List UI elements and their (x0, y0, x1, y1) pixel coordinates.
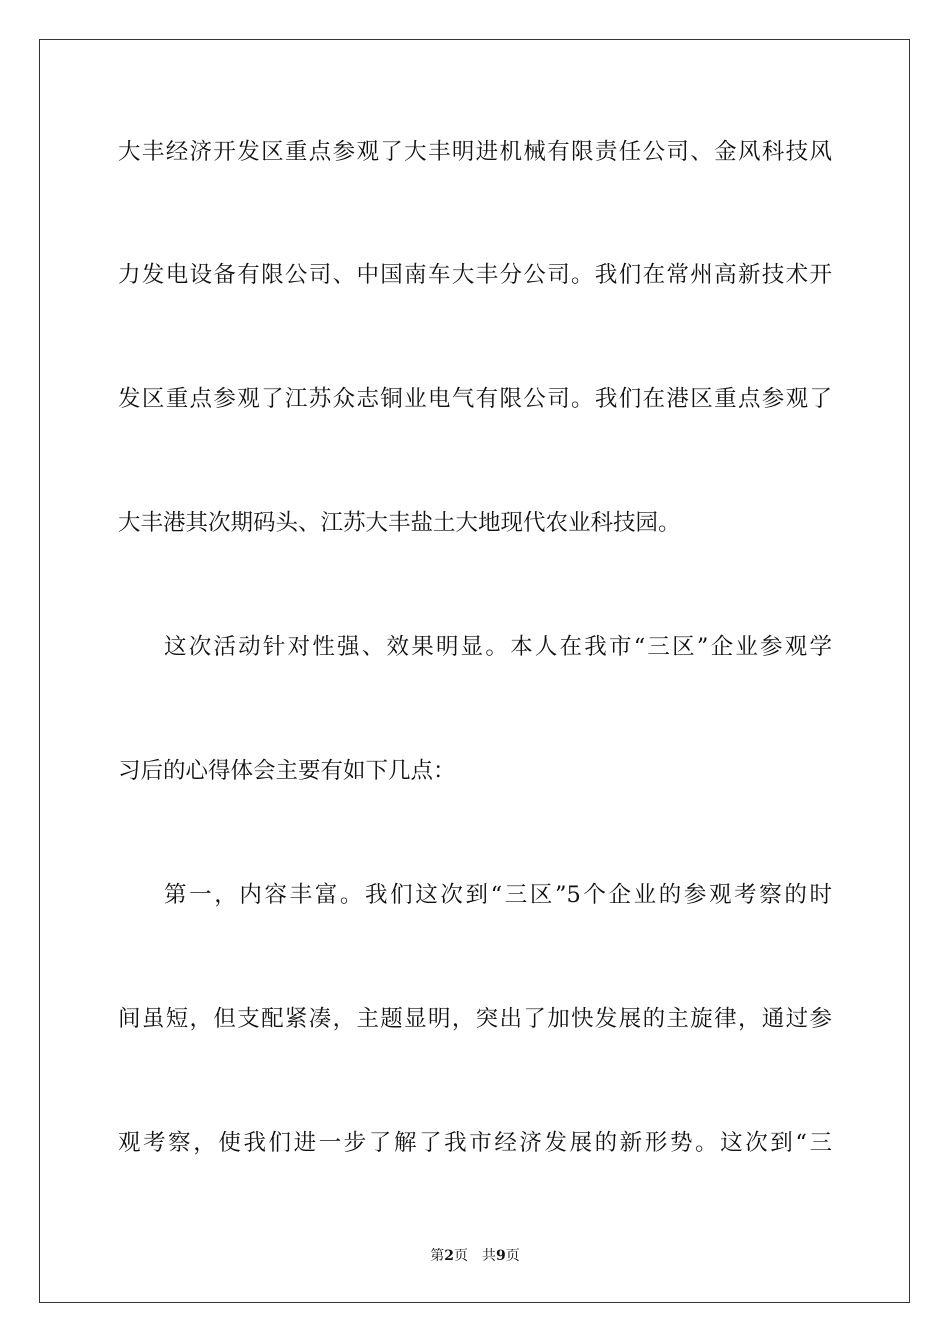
footer-total-suffix: 页 (505, 1248, 520, 1264)
footer-total-prefix: 共 (482, 1248, 496, 1264)
footer-page-suffix: 页 (454, 1248, 468, 1264)
body-line-6: 习后的心得体会主要有如下几点： (118, 758, 456, 784)
footer-page-number: 2 (444, 1248, 454, 1264)
body-line-7: 第一，内容丰富。我们这次到“三区”5个企业的参观考察的时 (164, 882, 832, 908)
page-border (39, 39, 910, 1303)
page-footer (0, 1247, 950, 1265)
body-line-8: 间虽短，但支配紧凑，主题显明，突出了加快发展的主旋律，通过参 (118, 1006, 832, 1032)
body-line-3: 发区重点参观了江苏众志铜业电气有限公司。我们在港区重点参观了 (118, 386, 832, 412)
body-line-4: 大丰港其次期码头、江苏大丰盐土大地现代农业科技园。 (118, 510, 681, 536)
body-line-2: 力发电设备有限公司、中国南车大丰分公司。我们在常州高新技术开 (118, 262, 832, 288)
body-line-1: 大丰经济开发区重点参观了大丰明进机械有限责任公司、金风科技风 (118, 139, 832, 165)
footer-page-prefix: 第 (430, 1248, 445, 1264)
body-line-9: 观考察，使我们进一步了解了我市经济发展的新形势。这次到“三 (118, 1130, 832, 1156)
body-line-5: 这次活动针对性强、效果明显。本人在我市“三区”企业参观学 (164, 634, 832, 660)
footer-total-number: 9 (496, 1248, 506, 1264)
